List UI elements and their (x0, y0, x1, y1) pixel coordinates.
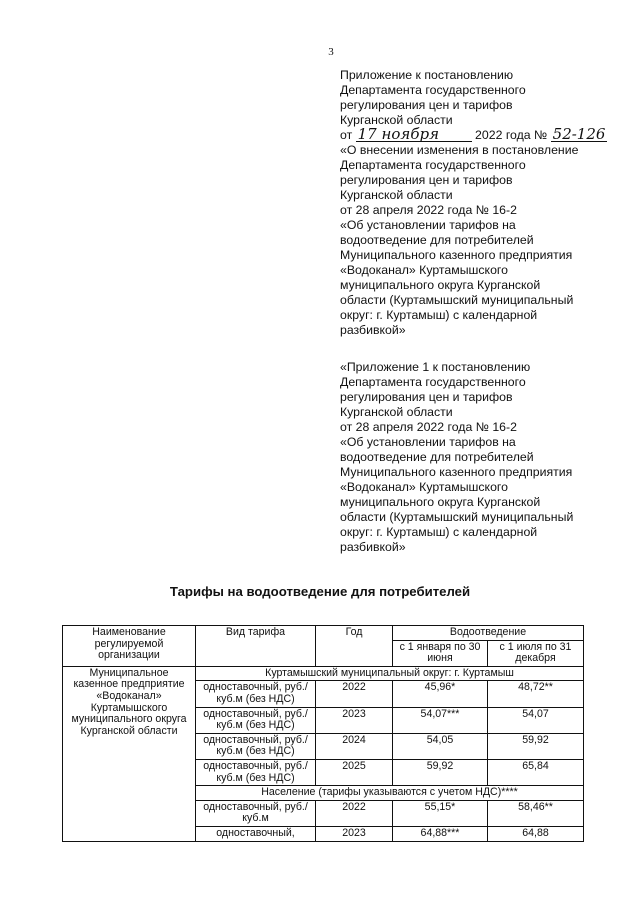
appendix-line: Курганской области (340, 188, 453, 202)
date-prefix: от (340, 128, 353, 142)
section-title: Население (тарифы указываются с учетом НДС)**** (196, 786, 584, 801)
appendix-line: регулирования цен и тарифов (340, 173, 513, 187)
header-year: Год (316, 626, 393, 667)
handwritten-date: 17 ноября (356, 128, 472, 142)
tariff-first-half: 55,15* (393, 800, 488, 826)
tariff-first-half: 45,96* (393, 681, 488, 707)
appendix-line: Департамента государственного (340, 158, 526, 172)
tariff-kind: одноставочный, руб./куб.м (без НДС) (196, 759, 316, 785)
appendix-line: Курганской области (340, 113, 453, 127)
page-number: 3 (328, 46, 334, 58)
tariff-year: 2022 (316, 800, 393, 826)
tariff-year: 2022 (316, 681, 393, 707)
appendix-line: округ: г. Куртамыш) с календарной (340, 525, 538, 539)
tariff-first-half: 59,92 (393, 759, 488, 785)
table-header-row (63, 626, 584, 641)
tariff-second-half: 58,46** (488, 800, 584, 826)
appendix-line: «О внесении изменения в постановление (340, 143, 579, 157)
appendix-line: муниципального округа Курганской (340, 495, 541, 509)
appendix-line: области (Куртамышский муниципальный (340, 510, 574, 524)
year-text: 2022 года № (475, 128, 548, 142)
tariff-second-half: 59,92 (488, 733, 584, 759)
appendix-line: регулирования цен и тарифов (340, 98, 513, 112)
appendix-line: Муниципального казенного предприятия (340, 465, 573, 479)
appendix-line: разбивкой» (340, 323, 406, 337)
date-line (340, 125, 610, 143)
tariff-kind: одноставочный, руб./куб.м (без НДС) (196, 707, 316, 733)
tariff-first-half: 54,05 (393, 733, 488, 759)
tariff-year: 2023 (316, 826, 393, 841)
tariff-table (62, 625, 584, 842)
tariff-second-half: 65,84 (488, 759, 584, 785)
section-title: Куртамышский муниципальный округ: г. Куртамыш (196, 666, 584, 681)
appendix-line: «Приложение 1 к постановлению (340, 360, 531, 374)
appendix-line: от 28 апреля 2022 года № 16-2 (340, 420, 517, 434)
header-service: Водоотведение (393, 626, 584, 641)
tariff-kind: одноставочный, руб./куб.м (без НДС) (196, 733, 316, 759)
header-second-half: с 1 июля по 31 декабря (488, 640, 584, 666)
appendix-line: от 28 апреля 2022 года № 16-2 (340, 203, 517, 217)
appendix-line: Приложение к постановлению (340, 68, 514, 82)
header-kind: Вид тарифа (196, 626, 316, 667)
appendix-line: Курганской области (340, 405, 453, 419)
tariff-second-half: 64,88 (488, 826, 584, 841)
appendix-line: Департамента государственного (340, 375, 526, 389)
tariff-first-half: 54,07*** (393, 707, 488, 733)
appendix-line: области (Куртамышский муниципальный (340, 293, 574, 307)
tariff-second-half: 48,72** (488, 681, 584, 707)
appendix-line: водоотведение для потребителей (340, 450, 534, 464)
tariff-year: 2025 (316, 759, 393, 785)
appendix-line: «Водоканал» Куртамышского (340, 480, 508, 494)
appendix-block (340, 68, 610, 555)
appendix-line: водоотведение для потребителей (340, 233, 534, 247)
appendix-line: муниципального округа Курганской (340, 278, 541, 292)
header-org: Наименование регулируемой организации (63, 626, 196, 667)
appendix-line: «Об установлении тарифов на (340, 435, 516, 449)
appendix-line: Муниципального казенного предприятия (340, 248, 573, 262)
appendix-line: «Об установлении тарифов на (340, 218, 516, 232)
header-first-half: с 1 января по 30 июня (393, 640, 488, 666)
appendix-line: Департамента государственного (340, 83, 526, 97)
appendix-line: округ: г. Куртамыш) с календарной (340, 308, 538, 322)
tariff-kind: одноставочный, (196, 826, 316, 841)
page-title: Тарифы на водоотведение для потребителей (169, 584, 471, 599)
handwritten-number: 52-126 (552, 125, 606, 143)
tariff-year: 2024 (316, 733, 393, 759)
tariff-kind: одноставочный, руб./куб.м (без НДС) (196, 681, 316, 707)
tariff-year: 2023 (316, 707, 393, 733)
tariff-second-half: 54,07 (488, 707, 584, 733)
tariff-kind: одноставочный, руб./куб.м (196, 800, 316, 826)
section-row (63, 666, 584, 681)
appendix-line: регулирования цен и тарифов (340, 390, 513, 404)
appendix-line: разбивкой» (340, 540, 406, 554)
org-name-cell: Муниципальное казенное предприятие «Водоканал» Куртамышского муниципального округа Курганской области (63, 666, 196, 841)
tariff-first-half: 64,88*** (393, 826, 488, 841)
appendix-line: «Водоканал» Куртамышского (340, 263, 508, 277)
